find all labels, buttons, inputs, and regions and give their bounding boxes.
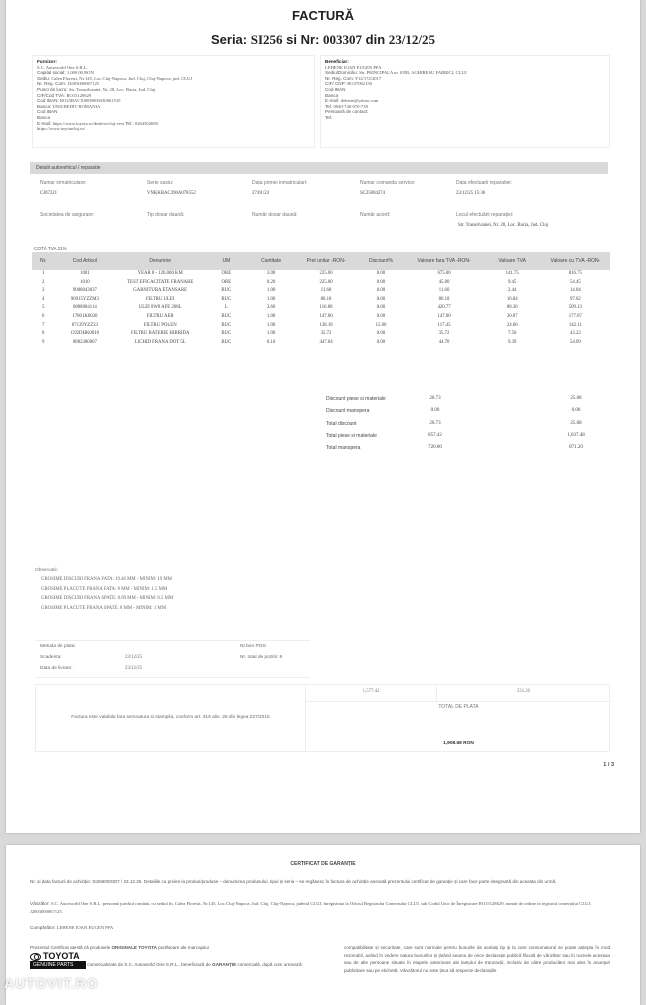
label: Tel.:: [125, 120, 134, 126]
buyer-name: LEHENE IOAN EUGEN PFA: [56, 925, 114, 930]
cell: 54.45: [569, 279, 581, 285]
cell: 117.45: [437, 322, 451, 328]
due-date: 23/12/25: [125, 655, 143, 660]
cell: 3.00: [266, 271, 276, 276]
vehicle-field: [40, 212, 94, 218]
supplier-name: S.C. Autoworld One S.R.L.: [37, 64, 88, 70]
cell: 97.02: [569, 296, 581, 302]
cell: BUC: [221, 331, 232, 337]
totals-with-vat: 0.00: [571, 408, 581, 414]
cell: 30.87: [506, 313, 518, 319]
label: Nr. Reg. Com:: [37, 81, 67, 87]
cell: BUC: [221, 296, 232, 302]
cell: 3: [41, 288, 45, 294]
vehicle-field: [147, 212, 184, 218]
label: E-mail:: [37, 120, 52, 126]
supplier-tel: 0264502690: [134, 120, 158, 126]
payment-method-label: Metoda de plata:: [40, 644, 76, 649]
table-row: [32, 313, 610, 322]
supplier-block: [32, 55, 315, 148]
cell: ORE: [221, 279, 232, 285]
cell: 2.44: [508, 288, 517, 294]
col-header: Valoare cu TVA -RON-: [541, 252, 610, 270]
cell: 116.88: [319, 305, 333, 311]
cert-text: purtătoare ale marcajului: [158, 945, 209, 950]
vehicle-field: [360, 212, 390, 218]
col-header: Cantitate: [248, 252, 295, 270]
beneficiary-iban-label: Cod IBAN: [325, 86, 346, 92]
toyota-logo: [30, 950, 305, 961]
cert-bold-text: GARANȚIE: [212, 961, 237, 967]
cell: 17801K0030: [72, 313, 98, 319]
cell: 177.87: [568, 313, 582, 319]
cell: 0.10: [266, 339, 276, 345]
beneficiary-reg: F12/172/2017: [355, 75, 382, 81]
seller-label: Vânzător:: [30, 901, 50, 906]
label: CIF/Cod TVA:: [37, 92, 66, 98]
label: Tel:: [325, 103, 333, 109]
toyota-emblem-icon: [30, 953, 41, 961]
invoice-title: FACTURĂ: [291, 8, 355, 23]
cert-text: Prezentul Certificat atestă că produsele: [30, 945, 111, 950]
cell: 90915YZZM3: [70, 296, 99, 302]
label: Capital social:: [37, 70, 66, 76]
cell: 147.00: [319, 313, 333, 319]
field-label: Număr dosar daună:: [252, 212, 298, 218]
positions-label: Nr. total de pozitii:: [240, 655, 279, 660]
field-label: Număr acord:: [360, 212, 391, 218]
supplier-email-link[interactable]: https://www.toyota.ro/dealers/cluj-vest: [52, 120, 124, 126]
supplier-iban: RO23BACX0000000430061510: [59, 98, 121, 104]
supplier-website-link[interactable]: https://www.toyotacluj.ro/: [37, 126, 86, 132]
totals-without-vat: 857.42: [428, 432, 442, 438]
cell: FILTRU AER: [146, 313, 174, 319]
number-value: 003307: [323, 32, 363, 47]
supplier-bank: UNICREDIT ROMANIA: [52, 103, 101, 109]
cell: 80.18: [438, 296, 450, 302]
table-row: [32, 330, 610, 339]
supplier-bank2-label: Banca: [37, 114, 51, 120]
totals-row: [326, 421, 610, 433]
positions-value: 9: [279, 655, 283, 660]
repair-location: Str. Transilvaniei, Nr. 28, Loc. Bacia, Jud. Cluj: [458, 223, 549, 228]
cell: 1: [41, 271, 45, 276]
label: Sediu/Domiciliu:: [325, 70, 358, 76]
total-vat: 331.26: [436, 685, 611, 702]
service-order-number: SC25004274: [360, 191, 386, 196]
cell: 0888084114: [72, 305, 97, 311]
cell: 142.11: [568, 322, 582, 328]
cell: 15.00: [375, 322, 387, 328]
cell: 138.18: [319, 322, 333, 328]
cell: 0882380007: [72, 339, 97, 345]
cell: 3.60: [266, 305, 276, 311]
vehicle-field: [360, 180, 416, 196]
cell: 1001: [80, 271, 90, 276]
observation-line: GROSIME DISCURI FRANA SPATE: 8.89 MM - MINIM: 8.5 MM: [41, 596, 174, 602]
cell: 6: [41, 313, 45, 319]
cell: 9.45: [508, 279, 517, 285]
date-label: din: [365, 32, 386, 47]
col-header: Valoare fara TVA -RON-: [404, 252, 483, 270]
invoice-series-line: [6, 32, 640, 48]
cell: 1.00: [266, 296, 276, 302]
cell: 1.00: [266, 288, 276, 294]
page-number: 1 / 3: [603, 762, 614, 768]
total-to-pay-label: TOTAL DE PLATA: [438, 704, 479, 710]
totals-with-vat: 25.08: [570, 420, 582, 426]
beneficiary-heading: Beneficiar:: [325, 59, 349, 64]
totals-without-vat: 20.73: [429, 420, 441, 426]
beneficiary-contact-label: Persoană de contact:: [325, 109, 369, 115]
cell: 7: [41, 322, 45, 328]
cell: 447.04: [319, 339, 333, 345]
supplier-cif: RO15128629: [66, 92, 92, 98]
field-label: Numar inmatriculare:: [40, 180, 87, 186]
col-header: UM: [205, 252, 248, 270]
cell: 147.00: [437, 313, 451, 319]
beneficiary-bank-label: Banca: [325, 92, 339, 98]
col-header: Denumire: [115, 252, 205, 270]
cell: 5: [41, 305, 45, 311]
cell: 80.18: [320, 296, 332, 302]
totals-label: Discount piese si materiale: [326, 396, 386, 402]
table-row: [32, 270, 610, 279]
cert-bold-text: ORIGINALE TOYOTA: [111, 945, 157, 950]
col-header: Discount%: [358, 252, 405, 270]
supplier-reg: J2003000067125: [67, 81, 100, 87]
cell: 1.00: [266, 331, 276, 337]
field-label: Data primei inmatriculari:: [252, 180, 308, 186]
vehicle-field: [147, 180, 196, 196]
supplier-work-point: Str. Transilvaniei, Nr. 28, Loc. Bacia, Jud. Cluj: [68, 86, 156, 92]
invoice-page-1: [6, 0, 640, 833]
total-to-pay-value: 1,908.68 RON: [443, 741, 474, 746]
totals-row: [326, 408, 610, 420]
vehicle-field: [456, 212, 548, 228]
pos-receipt-label: Nr.bon POS:: [240, 644, 267, 649]
delivery-date-label: Data de livrare:: [40, 666, 73, 671]
cell: 11.60: [438, 288, 450, 294]
cell: GARNITURA ETANSARE: [133, 288, 188, 294]
cell: 0.00: [376, 288, 386, 294]
cell: 35.72: [438, 331, 450, 337]
supplier-capital: 1,000.00 RON: [66, 70, 94, 76]
seller-text: S.C. Autoworld One S.R.L. persoană juridică română, cu sediul în, Calea Floresti, Nr.145, Loc.Cluj-Napoca, Jud. Cluj, Cluj-Napoca, judetul CLUJ, înregistrata la Oficiul Registrului Comertului CLUJ, sub Codul Unic de Înregistrare RO15128629, număr de ordine in registrul comerțului CLUJ, J2003000067125.: [30, 901, 592, 914]
totals-label: Discount manopera: [326, 408, 370, 415]
cell: 9008043037: [72, 288, 97, 294]
totals-row: [326, 396, 610, 408]
totals-label: Total piese si materiale: [326, 432, 377, 439]
field-label: Serie sasiu:: [147, 180, 174, 186]
cell: 9: [41, 339, 45, 345]
cell: 0.00: [376, 331, 386, 337]
due-date-label: Scadenta:: [40, 655, 62, 660]
table-row: [32, 296, 610, 305]
label: Punct de lucru:: [37, 86, 68, 92]
certificate-title: CERTIFICAT DE GARANȚIE: [290, 861, 356, 867]
cell: 225.00: [319, 271, 333, 276]
certificate-left-column: [30, 944, 305, 969]
cell: 35.72: [320, 331, 332, 337]
col-header: Pret unitar -RON-: [295, 252, 358, 270]
cell: 816.75: [568, 271, 582, 276]
cell: 87139YZZ33: [71, 322, 98, 328]
cell: FILTRU BATERIE HIBRIDA: [130, 331, 190, 337]
plate-number: CJ07221: [40, 191, 58, 196]
supplier-address: Calea Floresti, Nr.145, Loc.Cluj-Napoca, Jud. Cluj, Cluj-Napoca, jud. CLUJ: [51, 75, 193, 81]
observations-block: [35, 568, 173, 611]
cell: 88.36: [506, 305, 518, 311]
brand-name: TOYOTA: [43, 950, 80, 961]
certificate-buyer: [30, 924, 608, 932]
field-label: Data efectuarii reparatiei:: [456, 180, 512, 186]
cell: 11.60: [320, 288, 332, 294]
cell: 1.00: [266, 322, 276, 328]
total-without-vat: 1,577.42: [306, 685, 437, 702]
beneficiary-address: Str. PRINCIPALA nr 105B, AGHIRESU FABRICI, CLUJ: [359, 70, 467, 76]
cell: 4: [41, 296, 45, 302]
cell: ORE: [221, 271, 232, 276]
invoice-page-2: [6, 845, 640, 1005]
beneficiary-tel: 0040-740-070-739: [333, 103, 368, 109]
cell: ULEI 0W8 AFE 208L: [138, 305, 182, 311]
cell: 8: [41, 331, 45, 337]
cell: BUC: [221, 339, 232, 345]
field-label: Numar comanda service:: [360, 180, 416, 186]
cell: 0.00: [376, 313, 386, 319]
cell: 225.00: [319, 279, 333, 285]
observation-line: GROSIME DISCURI FRANA FATA: 19.46 MM - MINIM: 19 MM: [41, 577, 172, 583]
series-value: SI256: [250, 32, 283, 47]
vehicle-field: [40, 180, 86, 196]
label: Cod IBAN:: [37, 98, 59, 104]
table-row: [32, 304, 610, 313]
cell: 1.00: [266, 313, 276, 319]
observations-label: Observatii:: [35, 568, 58, 573]
cell: 45.00: [438, 279, 450, 285]
certificate-right-column: compatibilitate și securitate, care sunt normale pentru bunurile de același tip și la care consumatorul se poate aștepta în mod rezonabil, având în vedere natura bunurilor și ținând seama de orice declarație publică făcută de vânzător sau în numele acestuia sau de alte persoane situate în etapele anterioare ale lanțului de tranzacții, inclusiv de către producător mai ales în anunțuri publicitare sau pe etichetă. Vânzătorul nu este ținut să respecte declarațiile: [344, 945, 610, 973]
cell: 0.20: [266, 279, 276, 285]
cell: 7.50: [508, 331, 517, 337]
totals-block: [326, 396, 610, 457]
cell: 0.00: [376, 271, 386, 276]
genuine-parts-badge: GENUINE PARTS: [30, 961, 86, 969]
cell: 1010: [80, 279, 90, 285]
first-registration-date: 27/01/23: [252, 191, 270, 196]
cell: 43.22: [569, 331, 581, 337]
certificate-intro: Nr. și data facturii de achiziție: SI256003307 / 23.12.25. Detaliile cu privire la produs/produse – denumirea produsului, tipul și seria – se regăsesc în factura de achiziție anexată prezentului certificat de garanție și care face parte integrantă din aceasta din urmă.: [30, 879, 557, 884]
vehicle-field: [252, 212, 298, 218]
field-label: Societatea de asigurare:: [40, 212, 95, 218]
totals-with-vat: 1,037.48: [567, 432, 585, 438]
cell: LICHID FRANA DOT 5L: [134, 339, 186, 345]
series-label: Seria:: [210, 32, 248, 47]
cell: L: [224, 305, 228, 311]
label: E-mail:: [325, 98, 340, 104]
observation-line: GROSIME PLACUTE FRANA SPATE: 8 MM - MINIM: 1 MM: [41, 605, 166, 611]
table-row: [32, 339, 610, 348]
cell: 9.39: [508, 339, 517, 345]
cell: 0.00: [376, 279, 386, 285]
positions-count: [240, 655, 282, 660]
cell: 0.00: [376, 305, 386, 311]
chassis-number: VNKKBAC390A078552: [147, 191, 196, 196]
certificate-seller: [30, 900, 608, 915]
cert-text: comercializate de S.C. Autoworld One S.R.L., beneficiază de: [87, 961, 211, 967]
repair-date: 23/12/25 15:36: [456, 191, 486, 196]
table-row: [32, 279, 610, 288]
invoice-footer: [35, 684, 610, 752]
label: CIF/ CNP:: [325, 81, 346, 87]
cell: FILTRU POLEN: [143, 322, 177, 328]
cell: FILTRU ULEI: [145, 296, 175, 302]
vehicle-section-header: Detalii autovehicul / reparatie: [30, 162, 608, 174]
beneficiary-contact-tel-label: Tel:: [325, 114, 333, 120]
cell: 14.04: [569, 288, 581, 294]
field-label: Locul efectuării reparației:: [456, 212, 514, 218]
beneficiary-block: [320, 55, 610, 148]
cell: 16.84: [506, 296, 518, 302]
totals-row: [326, 433, 610, 445]
totals-row: [326, 445, 610, 457]
col-header: Cod Articol: [54, 252, 115, 270]
cell: 675.00: [437, 271, 451, 276]
col-header: Nr.: [32, 252, 54, 270]
supplier-iban2-label: Cod IBAN: [37, 109, 58, 115]
cell: TEST EFICACITATE FRANARE: [127, 279, 194, 285]
totals-label: Total manopera: [326, 445, 361, 452]
totals-without-vat: 20.73: [429, 396, 441, 401]
cell: 44.70: [438, 339, 450, 345]
cell: G92DHK0010: [70, 331, 100, 337]
buyer-label: Cumpărător:: [30, 925, 56, 930]
beneficiary-cnp: RO37062150: [347, 81, 372, 87]
totals-with-vat: 25.08: [570, 396, 582, 401]
vehicle-field: [456, 180, 512, 196]
vat-rate-label: COTĂ TVA 21%: [34, 246, 67, 251]
cell: 54.09: [569, 339, 581, 345]
cell: 0.00: [376, 296, 386, 302]
cell: 509.13: [568, 305, 582, 311]
items-table-header: [32, 252, 610, 270]
label: Nr. Reg. Com:: [325, 75, 355, 81]
totals-without-vat: 0.00: [430, 408, 440, 414]
cell: 0.00: [376, 339, 386, 345]
cell: BUC: [221, 322, 232, 328]
totals-label: Total discount: [326, 420, 357, 427]
supplier-heading: Furnizor:: [37, 59, 57, 64]
items-table: [32, 252, 610, 347]
col-header: Valoare TVA: [484, 252, 541, 270]
field-label: Tip dosar daună:: [147, 212, 185, 218]
cell: BUC: [221, 288, 232, 294]
cell: 420.77: [437, 305, 451, 311]
table-row: [32, 322, 610, 331]
cell: 2: [41, 279, 45, 285]
beneficiary-name: LEHENE IOAN EUGEN PFA: [325, 64, 382, 70]
legal-notice: Factura este valabila fara semnatura si stampila, conform art. 319 alin. 29 din legea 227/2015: [36, 685, 306, 751]
delivery-date: 23/12/25: [125, 666, 143, 671]
number-label: si Nr:: [286, 32, 320, 47]
vehicle-field: [252, 180, 307, 196]
payment-block: [35, 640, 310, 678]
beneficiary-email-link[interactable]: ilehene@yahoo.com: [340, 98, 379, 104]
cert-text: comercială, după cum urmează:: [237, 961, 303, 967]
cell: YEAR 8 - 120,000 KM: [137, 271, 183, 276]
totals-with-vat: 871.20: [569, 445, 583, 451]
watermark: AUTOVIT.RO: [4, 975, 99, 991]
cell: 141.75: [505, 271, 519, 276]
table-row: [32, 287, 610, 296]
label: Banca:: [37, 103, 52, 109]
observation-line: GROSIME PLACUTE FRANA FATA: 8 MM - MINIM: 1.5 MM: [41, 586, 168, 592]
label: Sediu:: [37, 75, 51, 81]
invoice-date: 23/12/25: [388, 32, 436, 47]
cell: BUC: [221, 313, 232, 319]
totals-without-vat: 720.00: [428, 445, 442, 451]
cell: 24.66: [506, 322, 518, 328]
